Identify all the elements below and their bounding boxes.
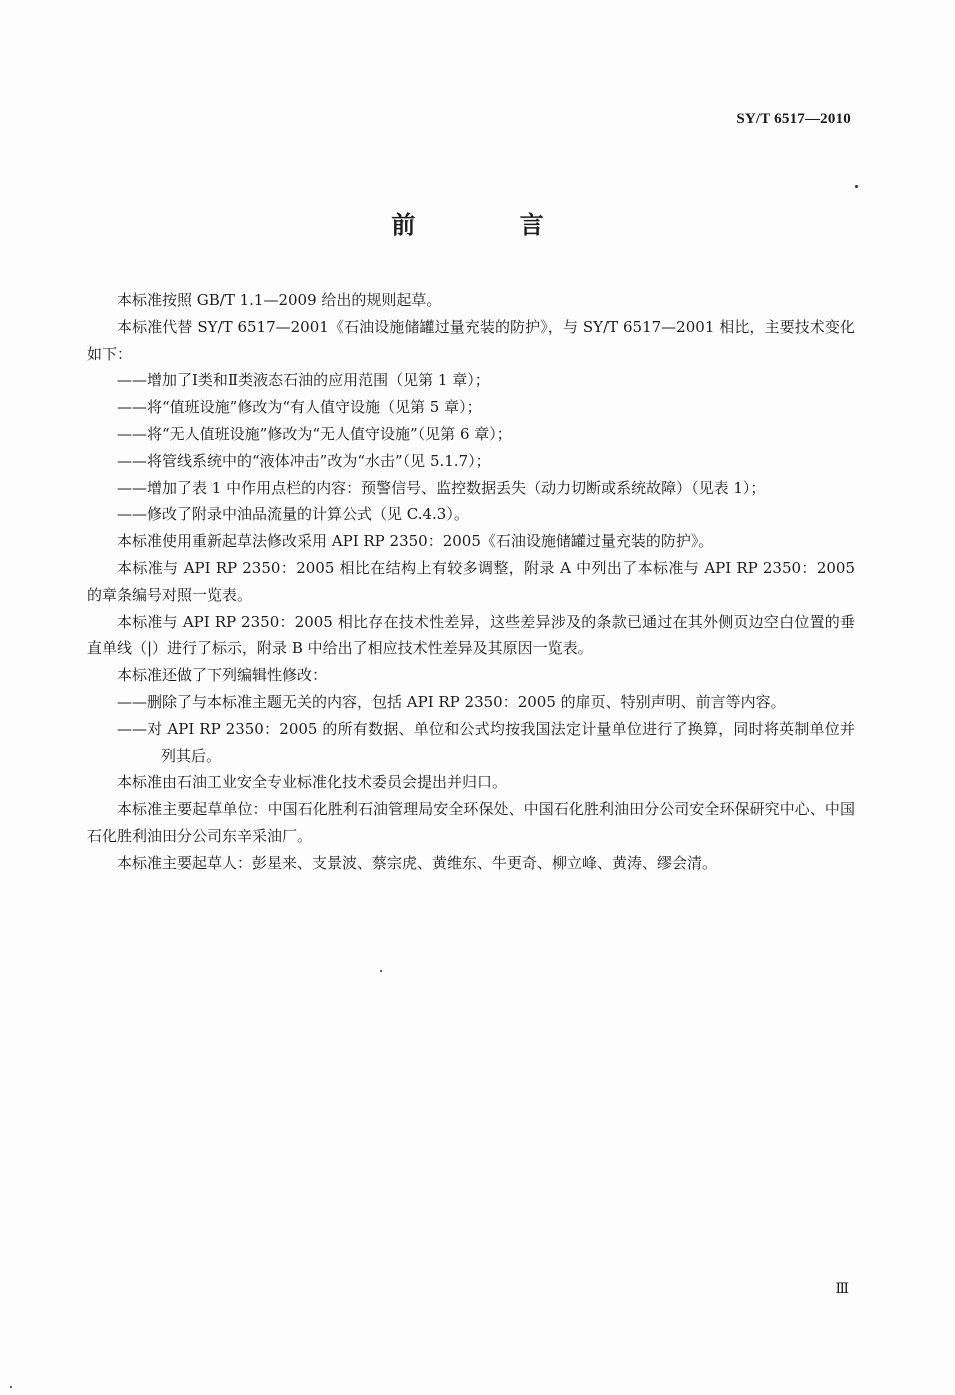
page-number: Ⅲ <box>835 1282 849 1297</box>
paragraph: 本标准与 API RP 2350：2005 相比在结构上有较多调整，附录 A 中列出了本标准与 API RP 2350：2005 的章条编号对照一览表。 <box>87 558 855 604</box>
paragraph: 本标准代替 SY/T 6517—2001《石油设施储罐过量充装的防护》，与 SY/T 6517—2001 相比，主要技术变化如下： <box>87 317 855 363</box>
paragraph: 本标准使用重新起草法修改采用 API RP 2350：2005《石油设施储罐过量充装的防护》。 <box>117 532 714 551</box>
paragraph: 本标准主要起草人：彭星来、支景波、蔡宗虎、黄维东、牛更奇、柳立峰、黄涛、缪会清。 <box>117 853 718 872</box>
list-item: ——删除了与本标准主题无关的内容，包括 API RP 2350：2005 的扉页、特别声明、前言等内容。 <box>117 692 786 711</box>
list-item: ——将管线系统中的“液体冲击”改为“水击”（见 5.1.7）； <box>117 451 491 470</box>
paragraph: 本标准与 API RP 2350：2005 相比存在技术性差异，这些差异涉及的条款已通过在其外侧页边空白位置的垂直单线（|）进行了标示，附录 B 中给出了相应技术性差异及其原因一览表。 <box>87 612 855 658</box>
scan-speck <box>10 1386 12 1388</box>
list-item: ——修改了附录中油品流量的计算公式（见 C.4.3）。 <box>117 505 469 524</box>
list-item: ——对 API RP 2350：2005 的所有数据、单位和公式均按我国法定计量单位进行了换算，同时将英制单位并列其后。 <box>117 719 855 765</box>
paragraph: 本标准还做了下列编辑性修改： <box>117 666 328 685</box>
standard-code: SY/T 6517—2010 <box>736 111 851 127</box>
paragraph: 本标准由石油工业安全专业标准化技术委员会提出并归口。 <box>117 773 508 792</box>
list-item: ——增加了Ⅰ类和Ⅱ类液态石油的应用范围（见第 1 章）； <box>117 371 490 390</box>
document-body <box>87 287 855 877</box>
scan-speck <box>380 970 382 972</box>
paragraph: 本标准按照 GB/T 1.1—2009 给出的规则起草。 <box>117 291 442 309</box>
page-title: 前 言 <box>391 211 592 239</box>
list-item: ——将“值班设施”修改为“有人值守设施（见第 5 章）； <box>117 398 482 417</box>
paragraph: 本标准主要起草单位：中国石化胜利石油管理局安全环保处、中国石化胜利油田分公司安全环保研究中心、中国石化胜利油田分公司东辛采油厂。 <box>87 800 855 845</box>
scan-speck <box>855 185 858 188</box>
list-item: ——增加了表 1 中作用点栏的内容：预警信号、监控数据丢失（动力切断或系统故障）（见表 1）； <box>117 478 766 497</box>
list-item: ——将“无人值班设施”修改为“无人值守设施”（见第 6 章）； <box>117 424 512 443</box>
